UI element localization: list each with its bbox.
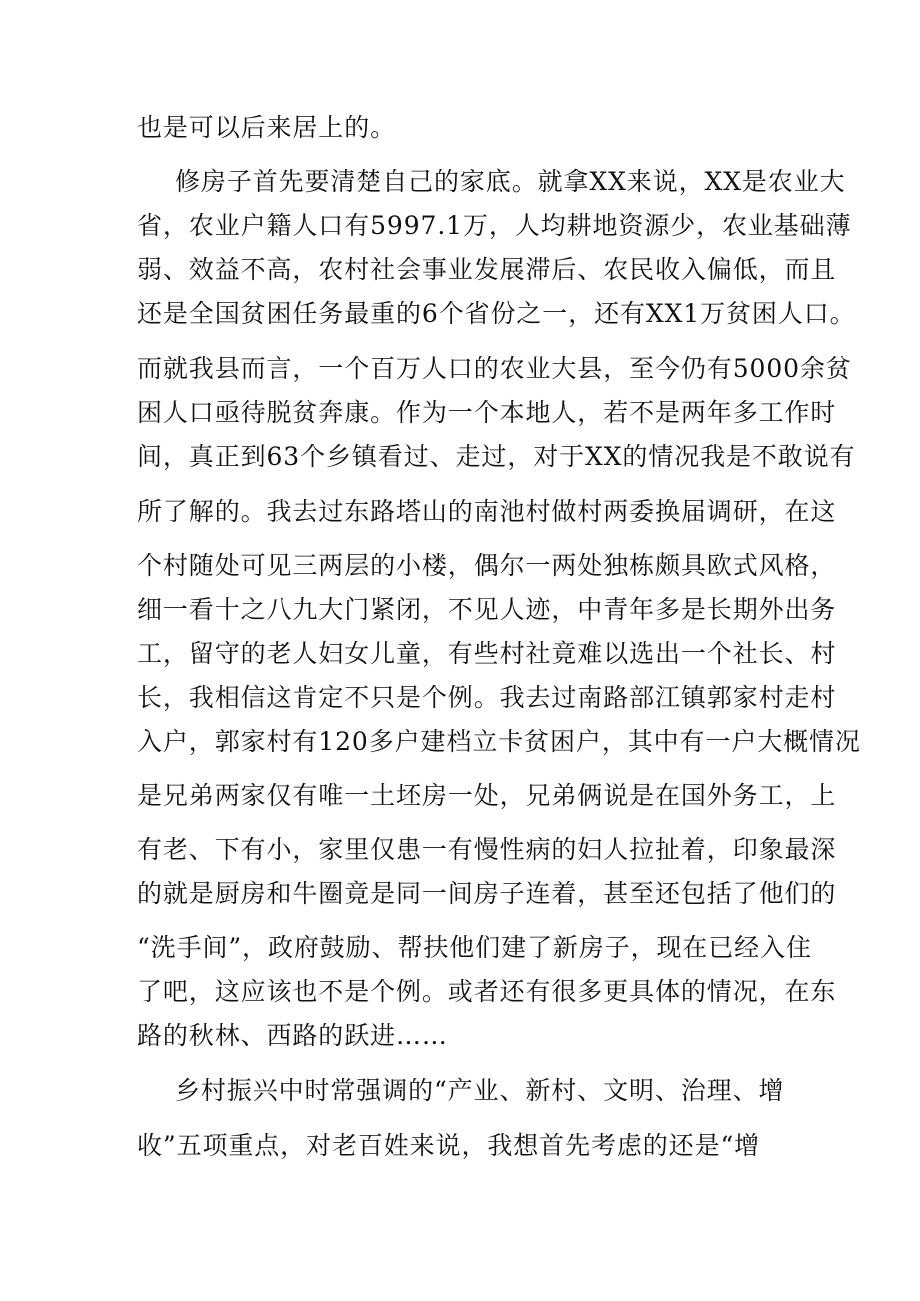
text-line: 长，我相信这肯定不只是个例。我去过南路部江镇郭家村走村 xyxy=(137,683,837,712)
text-line: 修房子首先要清楚自己的家底。就拿XX来说，XX是农业大 xyxy=(175,167,846,196)
text-line: 入户，郭家村有120多户建档立卡贫困户，其中有一户大概情况 xyxy=(137,727,861,756)
text-line: 收”五项重点，对老百姓来说，我想首先考虑的还是“增 xyxy=(137,1131,761,1160)
text-line: 是兄弟两家仅有唯一土坯房一处，兄弟俩说是在国外务工，上 xyxy=(137,781,837,810)
text-line: 细一看十之八九大门紧闭，不见人迹，中青年多是长期外出务 xyxy=(137,595,837,624)
text-line: 弱、效益不高，农村社会事业发展滞后、农民收入偏低，而且 xyxy=(137,255,837,284)
text-line: “洗手间”，政府鼓励、帮扶他们建了新房子，现在已经入住 xyxy=(137,933,812,962)
text-line: 有老、下有小，家里仅患一有慢性病的妇人拉扯着，印象最深 xyxy=(137,835,837,864)
text-line: 还是全国贫困任务最重的6个省份之一，还有XX1万贫困人口。 xyxy=(137,299,856,328)
text-line: 工，留守的老人妇女儿童，有些村社竟难以选出一个社长、村 xyxy=(137,639,837,668)
text-line: 困人口亟待脱贫奔康。作为一个本地人，若不是两年多工作时 xyxy=(137,398,837,427)
text-line: 而就我县而言，一个百万人口的农业大县，至今仍有5000余贫 xyxy=(137,354,852,383)
text-line: 的就是厨房和牛圈竟是同一间房子连着，甚至还包括了他们的 xyxy=(137,879,837,908)
text-line: 所了解的。我去过东路塔山的南池村做村两委换届调研，在这 xyxy=(137,497,837,526)
text-line: 乡村振兴中时常强调的“产业、新村、文明、治理、增 xyxy=(175,1076,785,1105)
text-line: 路的秋林、西路的跃进…… xyxy=(137,1021,448,1050)
text-line: 省，农业户籍人口有5997.1万，人均耕地资源少，农业基础薄 xyxy=(137,211,852,240)
text-line: 间，真正到63个乡镇看过、走过，对于XX的情况我是不敢说有 xyxy=(137,442,856,471)
text-line: 了吧，这应该也不是个例。或者还有很多更具体的情况，在东 xyxy=(137,977,837,1006)
text-line: 也是可以后来居上的。 xyxy=(137,113,397,142)
text-line: 个村随处可见三两层的小楼，偶尔一两处独栋颇具欧式风格， xyxy=(137,551,837,580)
